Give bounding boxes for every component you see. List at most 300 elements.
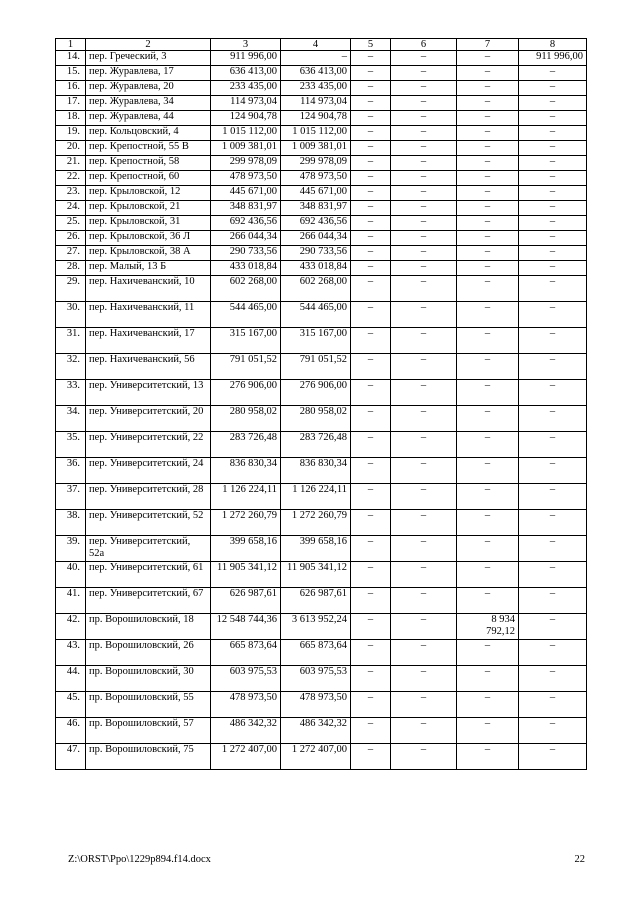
- table-cell-c7: –: [457, 484, 519, 510]
- table-cell-c3: 290 733,56: [211, 246, 281, 261]
- table-cell-no: 35.: [56, 432, 86, 458]
- table-cell-c7: –: [457, 171, 519, 186]
- table-cell-name: пер. Крыловской, 12: [86, 186, 211, 201]
- table-cell-c8: –: [519, 66, 587, 81]
- table-row: [56, 692, 587, 718]
- table-cell-c3: 283 726,48: [211, 432, 281, 458]
- table-cell-no: 23.: [56, 186, 86, 201]
- table-cell-c6: –: [391, 156, 457, 171]
- table-cell-c5: –: [351, 246, 391, 261]
- table-cell-c4: 11 905 341,12: [281, 562, 351, 588]
- table-cell-c8: –: [519, 81, 587, 96]
- table-row: [56, 276, 587, 302]
- table-cell-no: 30.: [56, 302, 86, 328]
- table-cell-c4: 283 726,48: [281, 432, 351, 458]
- table-row: [56, 186, 587, 201]
- table-cell-c6: –: [391, 96, 457, 111]
- table-row: [56, 171, 587, 186]
- table-cell-name: пер. Крепостной, 55 В: [86, 141, 211, 156]
- table-cell-c8: –: [519, 536, 587, 562]
- header-cell: 7: [457, 39, 519, 51]
- table-cell-name: пер. Журавлева, 44: [86, 111, 211, 126]
- table-cell-c3: 445 671,00: [211, 186, 281, 201]
- table-cell-c6: –: [391, 640, 457, 666]
- table-cell-name: пер. Нахичеванский, 11: [86, 302, 211, 328]
- table-cell-no: 15.: [56, 66, 86, 81]
- table-cell-name: пер. Университетский, 52: [86, 510, 211, 536]
- data-table: [55, 38, 587, 770]
- table-cell-c5: –: [351, 81, 391, 96]
- table-cell-no: 33.: [56, 380, 86, 406]
- table-cell-c4: –: [281, 51, 351, 66]
- file-path: Z:\ORST\Ppo\1229p894.f14.docx: [68, 854, 211, 865]
- table-cell-c6: –: [391, 51, 457, 66]
- table-cell-c8: –: [519, 562, 587, 588]
- table-cell-no: 28.: [56, 261, 86, 276]
- table-cell-c7: –: [457, 640, 519, 666]
- table-cell-c6: –: [391, 380, 457, 406]
- table-cell-no: 39.: [56, 536, 86, 562]
- table-cell-c8: –: [519, 231, 587, 246]
- table-cell-c5: –: [351, 692, 391, 718]
- table-cell-c7: –: [457, 186, 519, 201]
- table-cell-c6: –: [391, 302, 457, 328]
- table-row: [56, 380, 587, 406]
- table-cell-no: 19.: [56, 126, 86, 141]
- table-cell-c5: –: [351, 126, 391, 141]
- table-cell-no: 47.: [56, 744, 86, 770]
- header-cell: 6: [391, 39, 457, 51]
- table-cell-c4: 299 978,09: [281, 156, 351, 171]
- table-cell-c4: 315 167,00: [281, 328, 351, 354]
- table-cell-c6: –: [391, 354, 457, 380]
- table-cell-c5: –: [351, 302, 391, 328]
- table-cell-c5: –: [351, 66, 391, 81]
- table-cell-no: 14.: [56, 51, 86, 66]
- table-row: [56, 484, 587, 510]
- table-cell-name: пер. Кольцовский, 4: [86, 126, 211, 141]
- table-cell-c7: –: [457, 536, 519, 562]
- table-cell-no: 26.: [56, 231, 86, 246]
- table-cell-c7: –: [457, 510, 519, 536]
- header-row: [56, 39, 587, 51]
- table-cell-c8: –: [519, 588, 587, 614]
- table-cell-c7: –: [457, 744, 519, 770]
- table-cell-c5: –: [351, 328, 391, 354]
- table-cell-c6: –: [391, 744, 457, 770]
- table-cell-c6: –: [391, 186, 457, 201]
- table-cell-c5: –: [351, 484, 391, 510]
- table-cell-c8: –: [519, 744, 587, 770]
- table-cell-c8: –: [519, 484, 587, 510]
- table-row: [56, 354, 587, 380]
- table-row: [56, 96, 587, 111]
- table-cell-c3: 433 018,84: [211, 261, 281, 276]
- table-cell-no: 42.: [56, 614, 86, 640]
- table-cell-c3: 1 015 112,00: [211, 126, 281, 141]
- table-row: [56, 718, 587, 744]
- table-row: [56, 246, 587, 261]
- table-cell-c4: 3 613 952,24: [281, 614, 351, 640]
- table-cell-c5: –: [351, 432, 391, 458]
- table-cell-c6: –: [391, 126, 457, 141]
- table-cell-c4: 276 906,00: [281, 380, 351, 406]
- table-cell-name: пер. Нахичеванский, 17: [86, 328, 211, 354]
- table-cell-c5: –: [351, 406, 391, 432]
- table-row: [56, 744, 587, 770]
- table-cell-c8: 911 996,00: [519, 51, 587, 66]
- table-cell-c3: 399 658,16: [211, 536, 281, 562]
- table-cell-c4: 791 051,52: [281, 354, 351, 380]
- table-cell-c4: 636 413,00: [281, 66, 351, 81]
- table-cell-c3: 266 044,34: [211, 231, 281, 246]
- table-cell-c6: –: [391, 261, 457, 276]
- table-cell-no: 16.: [56, 81, 86, 96]
- table-cell-c5: –: [351, 216, 391, 231]
- table-cell-c3: 692 436,56: [211, 216, 281, 231]
- table-cell-c4: 348 831,97: [281, 201, 351, 216]
- table-cell-no: 22.: [56, 171, 86, 186]
- table-cell-c4: 478 973,50: [281, 692, 351, 718]
- table-cell-c6: –: [391, 484, 457, 510]
- table-cell-no: 20.: [56, 141, 86, 156]
- table-cell-no: 25.: [56, 216, 86, 231]
- table-cell-c8: –: [519, 666, 587, 692]
- table-cell-c5: –: [351, 354, 391, 380]
- table-cell-c3: 124 904,78: [211, 111, 281, 126]
- table-row: [56, 432, 587, 458]
- table-cell-c4: 433 018,84: [281, 261, 351, 276]
- table-cell-name: пер. Журавлева, 20: [86, 81, 211, 96]
- table-cell-c3: 626 987,61: [211, 588, 281, 614]
- table-cell-no: 40.: [56, 562, 86, 588]
- table-cell-c5: –: [351, 666, 391, 692]
- table-cell-c6: –: [391, 231, 457, 246]
- table-cell-c7: –: [457, 328, 519, 354]
- table-row: [56, 126, 587, 141]
- table-cell-name: пер. Журавлева, 34: [86, 96, 211, 111]
- table-cell-c7: –: [457, 718, 519, 744]
- table-cell-c4: 399 658,16: [281, 536, 351, 562]
- table-cell-c6: –: [391, 141, 457, 156]
- table-cell-c5: –: [351, 380, 391, 406]
- table-cell-c4: 1 009 381,01: [281, 141, 351, 156]
- table-cell-c7: –: [457, 261, 519, 276]
- table-cell-c5: –: [351, 156, 391, 171]
- table-cell-c7: –: [457, 141, 519, 156]
- table-cell-c8: –: [519, 186, 587, 201]
- header-cell: 1: [56, 39, 86, 51]
- table-cell-c6: –: [391, 614, 457, 640]
- table-row: [56, 141, 587, 156]
- table-row: [56, 231, 587, 246]
- header-cell: 3: [211, 39, 281, 51]
- table-cell-name: пер. Крыловской, 21: [86, 201, 211, 216]
- table-cell-c8: –: [519, 328, 587, 354]
- table-cell-c4: 266 044,34: [281, 231, 351, 246]
- table-cell-name: пер. Крыловской, 31: [86, 216, 211, 231]
- table-cell-c4: 665 873,64: [281, 640, 351, 666]
- table-row: [56, 201, 587, 216]
- table-cell-c3: 486 342,32: [211, 718, 281, 744]
- table-cell-c5: –: [351, 640, 391, 666]
- table-cell-no: 34.: [56, 406, 86, 432]
- table-cell-c4: 486 342,32: [281, 718, 351, 744]
- table-cell-name: пр. Ворошиловский, 30: [86, 666, 211, 692]
- table-cell-name: пер. Университетский, 24: [86, 458, 211, 484]
- table-cell-c6: –: [391, 692, 457, 718]
- table-cell-c7: –: [457, 216, 519, 231]
- table-cell-no: 45.: [56, 692, 86, 718]
- table-cell-c5: –: [351, 261, 391, 276]
- table-cell-c3: 478 973,50: [211, 171, 281, 186]
- table-cell-no: 46.: [56, 718, 86, 744]
- table-cell-c7: 8 934 792,12: [457, 614, 519, 640]
- table-row: [56, 328, 587, 354]
- table-cell-name: пер. Крепостной, 60: [86, 171, 211, 186]
- table-cell-name: пер. Университетский, 52а: [86, 536, 211, 562]
- table-cell-c5: –: [351, 201, 391, 216]
- table-cell-c7: –: [457, 302, 519, 328]
- table-row: [56, 216, 587, 231]
- table-cell-c3: 12 548 744,36: [211, 614, 281, 640]
- table-cell-name: пр. Ворошиловский, 75: [86, 744, 211, 770]
- table-cell-no: 24.: [56, 201, 86, 216]
- table-cell-name: пр. Ворошиловский, 57: [86, 718, 211, 744]
- table-cell-name: пр. Ворошиловский, 18: [86, 614, 211, 640]
- table-cell-c6: –: [391, 81, 457, 96]
- table-cell-c7: –: [457, 201, 519, 216]
- table-cell-c8: –: [519, 406, 587, 432]
- table-cell-name: пер. Университетский, 20: [86, 406, 211, 432]
- table-cell-c7: –: [457, 96, 519, 111]
- table-cell-c8: –: [519, 380, 587, 406]
- table-cell-c8: –: [519, 458, 587, 484]
- table-cell-c6: –: [391, 536, 457, 562]
- table-cell-c7: –: [457, 81, 519, 96]
- table-cell-name: пер. Университетский, 67: [86, 588, 211, 614]
- table-cell-c4: 1 126 224,11: [281, 484, 351, 510]
- table-cell-name: пер. Университетский, 13: [86, 380, 211, 406]
- table-cell-c4: 290 733,56: [281, 246, 351, 261]
- table-row: [56, 458, 587, 484]
- table-row: [56, 510, 587, 536]
- table-cell-c5: –: [351, 536, 391, 562]
- table-cell-c8: –: [519, 614, 587, 640]
- table-cell-c4: 603 975,53: [281, 666, 351, 692]
- table-cell-c8: –: [519, 126, 587, 141]
- table-cell-c5: –: [351, 276, 391, 302]
- table-cell-c6: –: [391, 246, 457, 261]
- table-cell-c3: 11 905 341,12: [211, 562, 281, 588]
- table-cell-c8: –: [519, 432, 587, 458]
- table-cell-name: пер. Малый, 13 Б: [86, 261, 211, 276]
- table-cell-no: 41.: [56, 588, 86, 614]
- table-cell-no: 43.: [56, 640, 86, 666]
- table-cell-c5: –: [351, 96, 391, 111]
- table-cell-c5: –: [351, 718, 391, 744]
- table-cell-no: 32.: [56, 354, 86, 380]
- table-cell-c5: –: [351, 111, 391, 126]
- table-cell-c6: –: [391, 510, 457, 536]
- table-cell-no: 21.: [56, 156, 86, 171]
- table-cell-name: пер. Университетский, 28: [86, 484, 211, 510]
- table-row: [56, 536, 587, 562]
- table-cell-c3: 544 465,00: [211, 302, 281, 328]
- table-cell-c7: –: [457, 126, 519, 141]
- table-cell-name: пер. Университетский, 61: [86, 562, 211, 588]
- page-number: 22: [574, 854, 585, 865]
- table-cell-c8: –: [519, 141, 587, 156]
- table-cell-c4: 114 973,04: [281, 96, 351, 111]
- table-cell-c7: –: [457, 156, 519, 171]
- table-row: [56, 666, 587, 692]
- header-cell: 4: [281, 39, 351, 51]
- table-cell-c6: –: [391, 111, 457, 126]
- header-cell: 2: [86, 39, 211, 51]
- table-cell-c6: –: [391, 171, 457, 186]
- table-cell-name: пер. Журавлева, 17: [86, 66, 211, 81]
- table-cell-c6: –: [391, 666, 457, 692]
- table-cell-c6: –: [391, 406, 457, 432]
- table-cell-c4: 445 671,00: [281, 186, 351, 201]
- header-cell: 8: [519, 39, 587, 51]
- table-cell-c7: –: [457, 111, 519, 126]
- table-row: [56, 51, 587, 66]
- table-cell-c5: –: [351, 510, 391, 536]
- table-row: [56, 81, 587, 96]
- table-cell-c6: –: [391, 276, 457, 302]
- table-cell-c8: –: [519, 246, 587, 261]
- table-cell-c3: 1 272 260,79: [211, 510, 281, 536]
- table-cell-c3: 665 873,64: [211, 640, 281, 666]
- table-cell-c5: –: [351, 458, 391, 484]
- table-cell-c8: –: [519, 510, 587, 536]
- table-cell-c3: 791 051,52: [211, 354, 281, 380]
- table-cell-no: 27.: [56, 246, 86, 261]
- table-cell-c3: 233 435,00: [211, 81, 281, 96]
- table-row: [56, 111, 587, 126]
- table-cell-c4: 280 958,02: [281, 406, 351, 432]
- table-cell-c8: –: [519, 640, 587, 666]
- table-cell-name: пер. Греческий, 3: [86, 51, 211, 66]
- table-row: [56, 562, 587, 588]
- table-cell-c6: –: [391, 216, 457, 231]
- table-cell-c8: –: [519, 96, 587, 111]
- table-cell-c7: –: [457, 588, 519, 614]
- table-cell-c7: –: [457, 406, 519, 432]
- table-cell-c6: –: [391, 432, 457, 458]
- table-cell-c5: –: [351, 744, 391, 770]
- table-cell-c4: 233 435,00: [281, 81, 351, 96]
- table-cell-c8: –: [519, 302, 587, 328]
- table-cell-c6: –: [391, 66, 457, 81]
- table-cell-c7: –: [457, 380, 519, 406]
- table-cell-c4: 836 830,34: [281, 458, 351, 484]
- table-cell-c7: –: [457, 562, 519, 588]
- table-cell-c3: 299 978,09: [211, 156, 281, 171]
- table-cell-c7: –: [457, 246, 519, 261]
- table-cell-name: пер. Крепостной, 58: [86, 156, 211, 171]
- table-cell-c7: –: [457, 66, 519, 81]
- table-cell-c3: 1 009 381,01: [211, 141, 281, 156]
- table-cell-c6: –: [391, 328, 457, 354]
- table-row: [56, 156, 587, 171]
- table-cell-c7: –: [457, 276, 519, 302]
- table-cell-c7: –: [457, 432, 519, 458]
- table-cell-c8: –: [519, 111, 587, 126]
- table-cell-no: 17.: [56, 96, 86, 111]
- table-cell-c5: –: [351, 141, 391, 156]
- table-cell-c7: –: [457, 692, 519, 718]
- table-row: [56, 261, 587, 276]
- table-cell-no: 29.: [56, 276, 86, 302]
- table-cell-c5: –: [351, 588, 391, 614]
- table-cell-c4: 1 015 112,00: [281, 126, 351, 141]
- table-row: [56, 588, 587, 614]
- table-cell-c8: –: [519, 261, 587, 276]
- table-cell-c8: –: [519, 718, 587, 744]
- table-cell-c3: 911 996,00: [211, 51, 281, 66]
- table-cell-c4: 544 465,00: [281, 302, 351, 328]
- table-cell-c3: 836 830,34: [211, 458, 281, 484]
- table-cell-c4: 602 268,00: [281, 276, 351, 302]
- table-cell-c3: 1 126 224,11: [211, 484, 281, 510]
- table-cell-c7: –: [457, 354, 519, 380]
- table-cell-c5: –: [351, 614, 391, 640]
- table-cell-no: 18.: [56, 111, 86, 126]
- header-cell: 5: [351, 39, 391, 51]
- table-cell-c3: 280 958,02: [211, 406, 281, 432]
- table-row: [56, 640, 587, 666]
- table-row: [56, 614, 587, 640]
- table-cell-c7: –: [457, 666, 519, 692]
- table-cell-name: пр. Ворошиловский, 55: [86, 692, 211, 718]
- table-row: [56, 406, 587, 432]
- table-cell-c4: 1 272 407,00: [281, 744, 351, 770]
- table-cell-c8: –: [519, 692, 587, 718]
- table-cell-c3: 114 973,04: [211, 96, 281, 111]
- table-cell-c4: 626 987,61: [281, 588, 351, 614]
- table-cell-c6: –: [391, 201, 457, 216]
- table-cell-c6: –: [391, 458, 457, 484]
- table-cell-name: пер. Университетский, 22: [86, 432, 211, 458]
- table-cell-c6: –: [391, 588, 457, 614]
- table-cell-c3: 603 975,53: [211, 666, 281, 692]
- table-cell-c8: –: [519, 354, 587, 380]
- table-row: [56, 66, 587, 81]
- table-cell-c5: –: [351, 186, 391, 201]
- table-cell-no: 36.: [56, 458, 86, 484]
- table-cell-c3: 348 831,97: [211, 201, 281, 216]
- table-cell-c8: –: [519, 276, 587, 302]
- table-cell-name: пер. Крыловской, 38 А: [86, 246, 211, 261]
- table-cell-c7: –: [457, 51, 519, 66]
- table-cell-c4: 478 973,50: [281, 171, 351, 186]
- table-cell-c7: –: [457, 231, 519, 246]
- table-cell-c6: –: [391, 562, 457, 588]
- table-cell-no: 44.: [56, 666, 86, 692]
- table-cell-c5: –: [351, 171, 391, 186]
- table-cell-c8: –: [519, 216, 587, 231]
- table-cell-no: 31.: [56, 328, 86, 354]
- table-cell-c6: –: [391, 718, 457, 744]
- table-cell-c4: 124 904,78: [281, 111, 351, 126]
- table-cell-c8: –: [519, 171, 587, 186]
- table-cell-c4: 692 436,56: [281, 216, 351, 231]
- table-cell-c4: 1 272 260,79: [281, 510, 351, 536]
- table-cell-c3: 602 268,00: [211, 276, 281, 302]
